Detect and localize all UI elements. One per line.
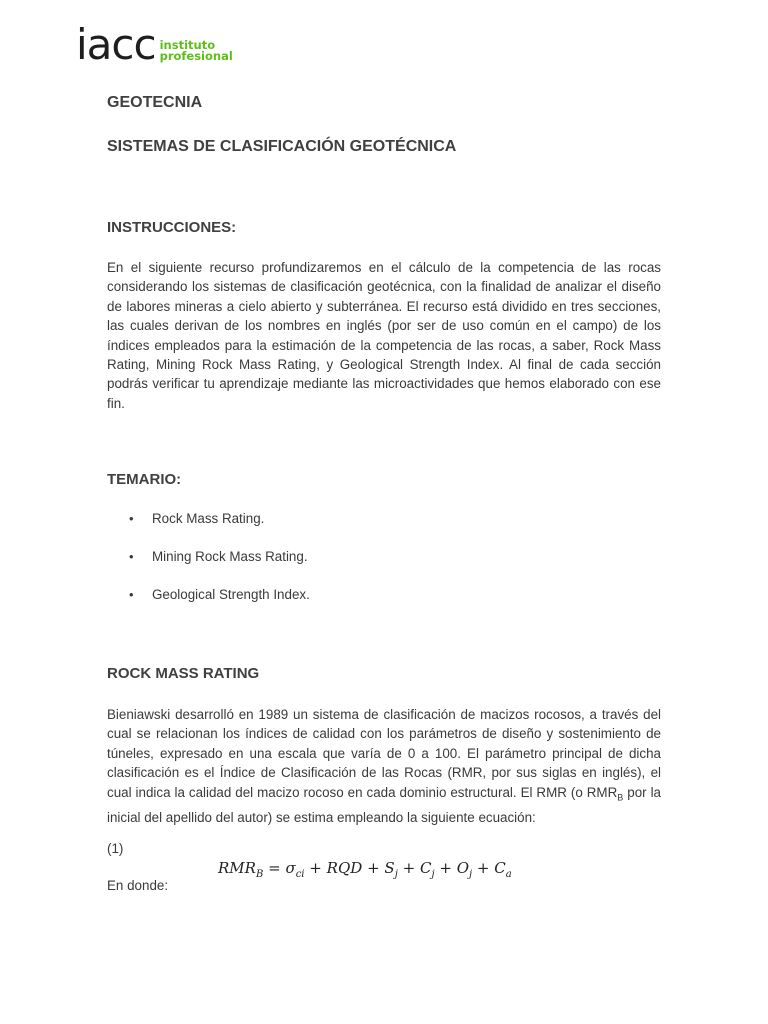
list-item bbox=[107, 585, 310, 604]
eq-term-sigma: σ bbox=[285, 859, 296, 877]
rmr-body-text-2: por la inicial del apellido del autor) se estima empleando la siguiente ecuación: bbox=[107, 784, 661, 825]
eq-lhs: RMR bbox=[218, 859, 256, 877]
rmr-body-text-1: Bieniawski desarrolló en 1989 un sistema de clasificación de macizos rocosos, a través del cual se relacionan los índices de calidad con los parámetros de diseño y sostenimiento de túneles, expresado en una escala que varía de 0 a 100. El parámetro principal de dicha clasificación es el Índice de Clasificación de las Rocas (RMR, por sus siglas en inglés), el cual indica la calidad del macizo rocoso en cada dominio estructural. El RMR (o RMR bbox=[107, 707, 661, 800]
eq-term-s-sub: j bbox=[394, 869, 398, 880]
logo-mark: iacc bbox=[76, 20, 156, 69]
equation-number: (1) bbox=[107, 841, 124, 856]
course-title: GEOTECNIA bbox=[107, 94, 203, 111]
instructions-body: En el siguiente recurso profundizaremos en el cálculo de la competencia de las rocas considerando los sistemas de clasificación geotécnica, con la finalidad de analizar el diseño de labores mineras a cielo abierto y subterránea. El recurso está dividido en tres secciones, las cuales derivan de los nombres en inglés (por ser de uso común en el campo) de los índices empleados para la estimación de la competencia de las rocas, a saber, Rock Mass Rating, Mining Rock Mass Rating, y Geological Strength Index. Al final de cada sección podrás verificar tu aprendizaje mediante las microactividades que hemos elaborado con ese fin. bbox=[107, 260, 661, 411]
list-item bbox=[107, 509, 310, 528]
list-item-label: Mining Rock Mass Rating. bbox=[152, 549, 308, 564]
eq-term-c-sub: j bbox=[431, 869, 435, 880]
temario-list bbox=[107, 509, 310, 623]
bullet-icon: • bbox=[129, 549, 134, 564]
eq-term-sigma-sub: ci bbox=[295, 869, 305, 880]
eq-lhs-sub: B bbox=[255, 869, 264, 880]
instructions-heading: INSTRUCCIONES: bbox=[107, 219, 237, 236]
document-title: SISTEMAS DE CLASIFICACIÓN GEOTÉCNICA bbox=[107, 138, 457, 155]
rmr-heading: ROCK MASS RATING bbox=[107, 665, 260, 682]
eq-term-rqd: RQD bbox=[326, 859, 363, 877]
temario-heading: TEMARIO: bbox=[107, 471, 182, 488]
logo-line2: profesional bbox=[159, 49, 233, 63]
list-item-label: Geological Strength Index. bbox=[152, 587, 310, 602]
rmr-body-subscript: B bbox=[617, 792, 624, 803]
list-item-label: Rock Mass Rating. bbox=[152, 511, 265, 526]
bullet-icon: • bbox=[129, 587, 134, 602]
eq-term-o-sub: j bbox=[469, 869, 473, 880]
list-item bbox=[107, 547, 310, 566]
logo-line1: instituto bbox=[159, 38, 216, 52]
eq-term-o: O bbox=[456, 859, 469, 877]
eq-term-ca-sub: a bbox=[505, 869, 512, 880]
rmr-body bbox=[107, 705, 661, 827]
en-donde-label: En donde: bbox=[107, 878, 169, 893]
bullet-icon: • bbox=[129, 511, 134, 526]
eq-term-s: S bbox=[384, 859, 395, 877]
logo-text bbox=[160, 40, 233, 62]
eq-term-ca: C bbox=[494, 859, 506, 877]
eq-term-c: C bbox=[419, 859, 432, 877]
rmr-equation: $RMR_B = \sigma_{ci}$ + RQD + $S_j + C_j + O_j + C_a$ bbox=[218, 859, 512, 880]
iacc-logo bbox=[76, 20, 233, 69]
